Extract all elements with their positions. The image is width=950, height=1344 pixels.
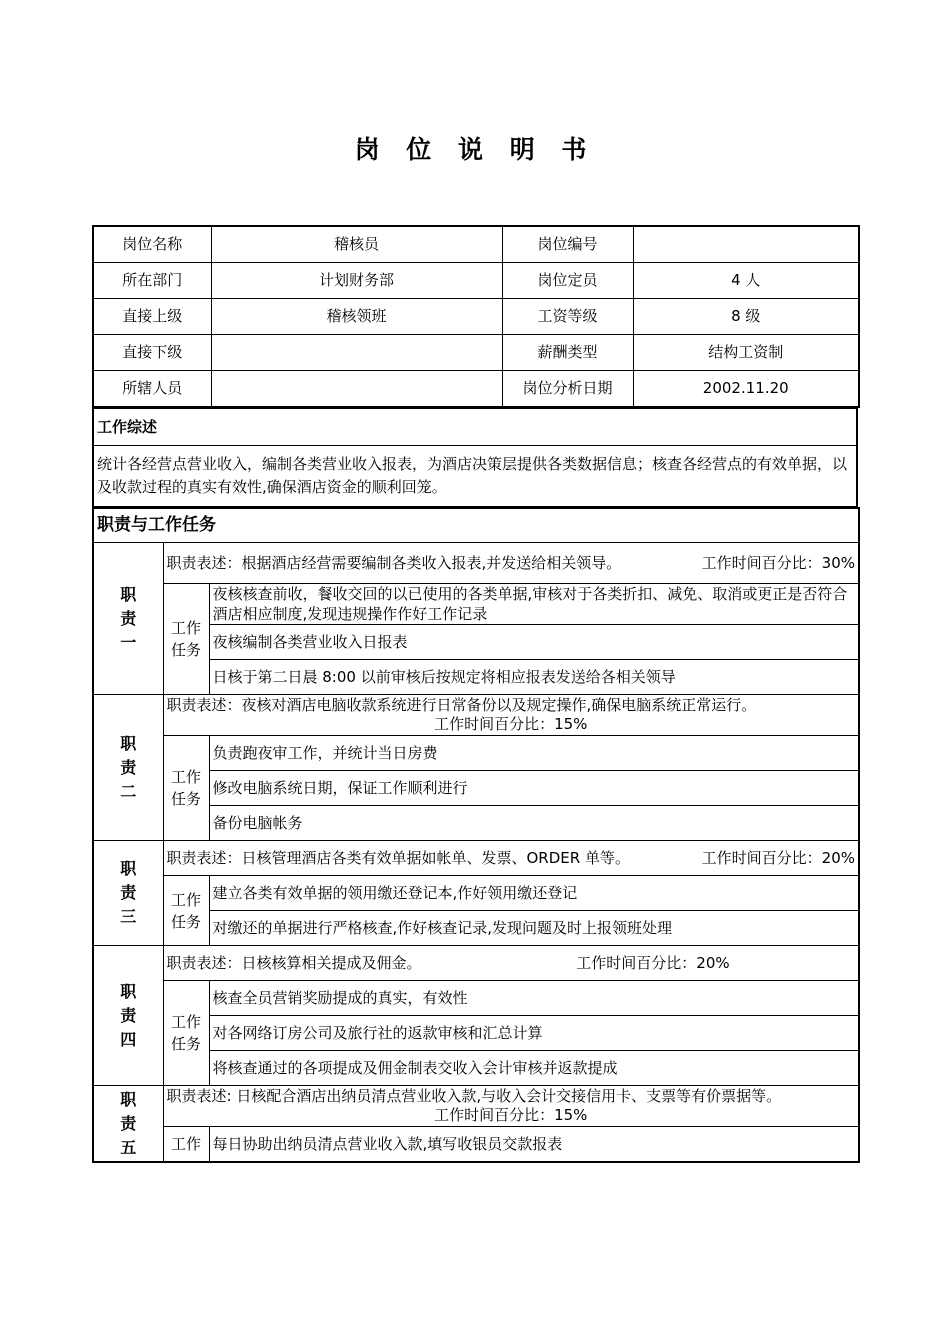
task-item: 对各网络订房公司及旅行社的返款审核和汇总计算 [209, 1016, 859, 1051]
info-value: 8 级 [633, 299, 859, 335]
info-row [93, 335, 859, 371]
statement-text: 职责表述: 日核配合酒店出纳员清点营业收入款,与收入会计交接信用卡、支票等有价票据等。 [166, 1087, 782, 1105]
task-label [163, 584, 209, 695]
info-value: 计划财务部 [211, 263, 502, 299]
task-label-text: 工作任务 [170, 890, 201, 931]
task-item: 核查全员营销奖励提成的真实，有效性 [209, 981, 859, 1016]
info-label: 直接上级 [93, 299, 211, 335]
duty-label [93, 543, 163, 695]
info-label: 岗位分析日期 [502, 371, 633, 408]
info-row [93, 226, 859, 263]
info-value: 结构工资制 [633, 335, 859, 371]
info-label: 岗位名称 [93, 226, 211, 263]
duty-label-text: 职责一 [120, 584, 137, 652]
duty-statement [163, 946, 859, 981]
time-percent: 工作时间百分比：15% [434, 715, 588, 733]
task-item: 备份电脑帐务 [209, 806, 859, 841]
duty-statement [163, 1086, 859, 1127]
duty-statement [163, 841, 859, 876]
duties-section [92, 507, 860, 1163]
info-value: 4 人 [633, 263, 859, 299]
job-description-table [92, 225, 858, 1163]
info-label: 工资等级 [502, 299, 633, 335]
statement-text: 职责表述：日核管理酒店各类有效单据如帐单、发票、ORDER 单等。 [166, 849, 630, 867]
duty-label-text: 职责二 [120, 733, 137, 801]
task-label-text: 工作任务 [170, 1013, 201, 1053]
task-label [163, 981, 209, 1086]
info-label: 所在部门 [93, 263, 211, 299]
time-percent: 工作时间百分比：30% [701, 553, 856, 572]
info-label: 直接下级 [93, 335, 211, 371]
info-label: 所辖人员 [93, 371, 211, 408]
page-title: 岗 位 说 明 书 [354, 135, 596, 164]
info-value [633, 226, 859, 263]
task-item: 夜核编制各类营业收入日报表 [209, 625, 859, 660]
summary-text: 统计各经营点营业收入，编制各类营业收入报表，为酒店决策层提供各类数据信息；核查各经营点的有效单据，以及收款过程的真实有效性,确保酒店资金的顺利回笼。 [93, 446, 857, 507]
summary-heading: 工作综述 [93, 409, 857, 446]
duty-label [93, 695, 163, 841]
task-item: 建立各类有效单据的领用缴还登记本,作好领用缴还登记 [209, 876, 859, 911]
info-value: 2002.11.20 [633, 371, 859, 408]
task-item: 负责跑夜审工作，并统计当日房费 [209, 736, 859, 771]
statement-text: 职责表述：日核核算相关提成及佣金。 [166, 954, 422, 972]
info-label: 岗位定员 [502, 263, 633, 299]
time-percent: 工作时间百分比：20% [576, 954, 730, 972]
duty-statement [163, 695, 859, 736]
info-label: 岗位编号 [502, 226, 633, 263]
task-item: 修改电脑系统日期，保证工作顺利进行 [209, 771, 859, 806]
info-row [93, 263, 859, 299]
task-item: 日核于第二日晨 8:00 以前审核后按规定将相应报表发送给各相关领导 [209, 660, 859, 695]
info-row [93, 299, 859, 335]
statement-text: 职责表述：根据酒店经营需要编制各类收入报表,并发送给相关领导。 [166, 553, 622, 572]
task-item: 对缴还的单据进行严格核查,作好核查记录,发现问题及时上报领班处理 [209, 911, 859, 946]
task-item: 夜核核查前收，餐收交回的以已使用的各类单据,审核对于各类折扣、减免、取消或更正是否符合酒店相应制度,发现违规操作作好工作记录 [209, 584, 859, 625]
info-value: 稽核领班 [211, 299, 502, 335]
basic-info-table [92, 225, 860, 408]
duty-label-text: 职责五 [120, 1089, 137, 1157]
time-percent: 工作时间百分比：15% [434, 1106, 588, 1124]
summary-section [92, 408, 858, 507]
info-label: 薪酬类型 [502, 335, 633, 371]
task-item: 将核查通过的各项提成及佣金制表交收入会计审核并返款提成 [209, 1051, 859, 1086]
task-label-text: 工作任务 [170, 619, 201, 659]
task-label [163, 876, 209, 946]
task-item: 每日协助出纳员清点营业收入款,填写收银员交款报表 [209, 1127, 859, 1163]
info-row [93, 371, 859, 408]
info-value: 稽核员 [211, 226, 502, 263]
task-label: 工作 [163, 1127, 209, 1163]
duty-label [93, 841, 163, 946]
task-label-text: 工作任务 [170, 768, 201, 808]
info-value [211, 335, 502, 371]
task-label [163, 736, 209, 841]
duties-heading: 职责与工作任务 [93, 508, 859, 543]
duty-label [93, 1086, 163, 1163]
duty-label-text: 职责四 [120, 981, 137, 1049]
duty-statement [163, 543, 859, 584]
time-percent: 工作时间百分比：20% [701, 849, 856, 867]
statement-text: 职责表述：夜核对酒店电脑收款系统进行日常备份以及规定操作,确保电脑系统正常运行。 [166, 696, 757, 714]
duty-label-text: 职责三 [120, 859, 137, 926]
duty-label [93, 946, 163, 1086]
info-value [211, 371, 502, 408]
